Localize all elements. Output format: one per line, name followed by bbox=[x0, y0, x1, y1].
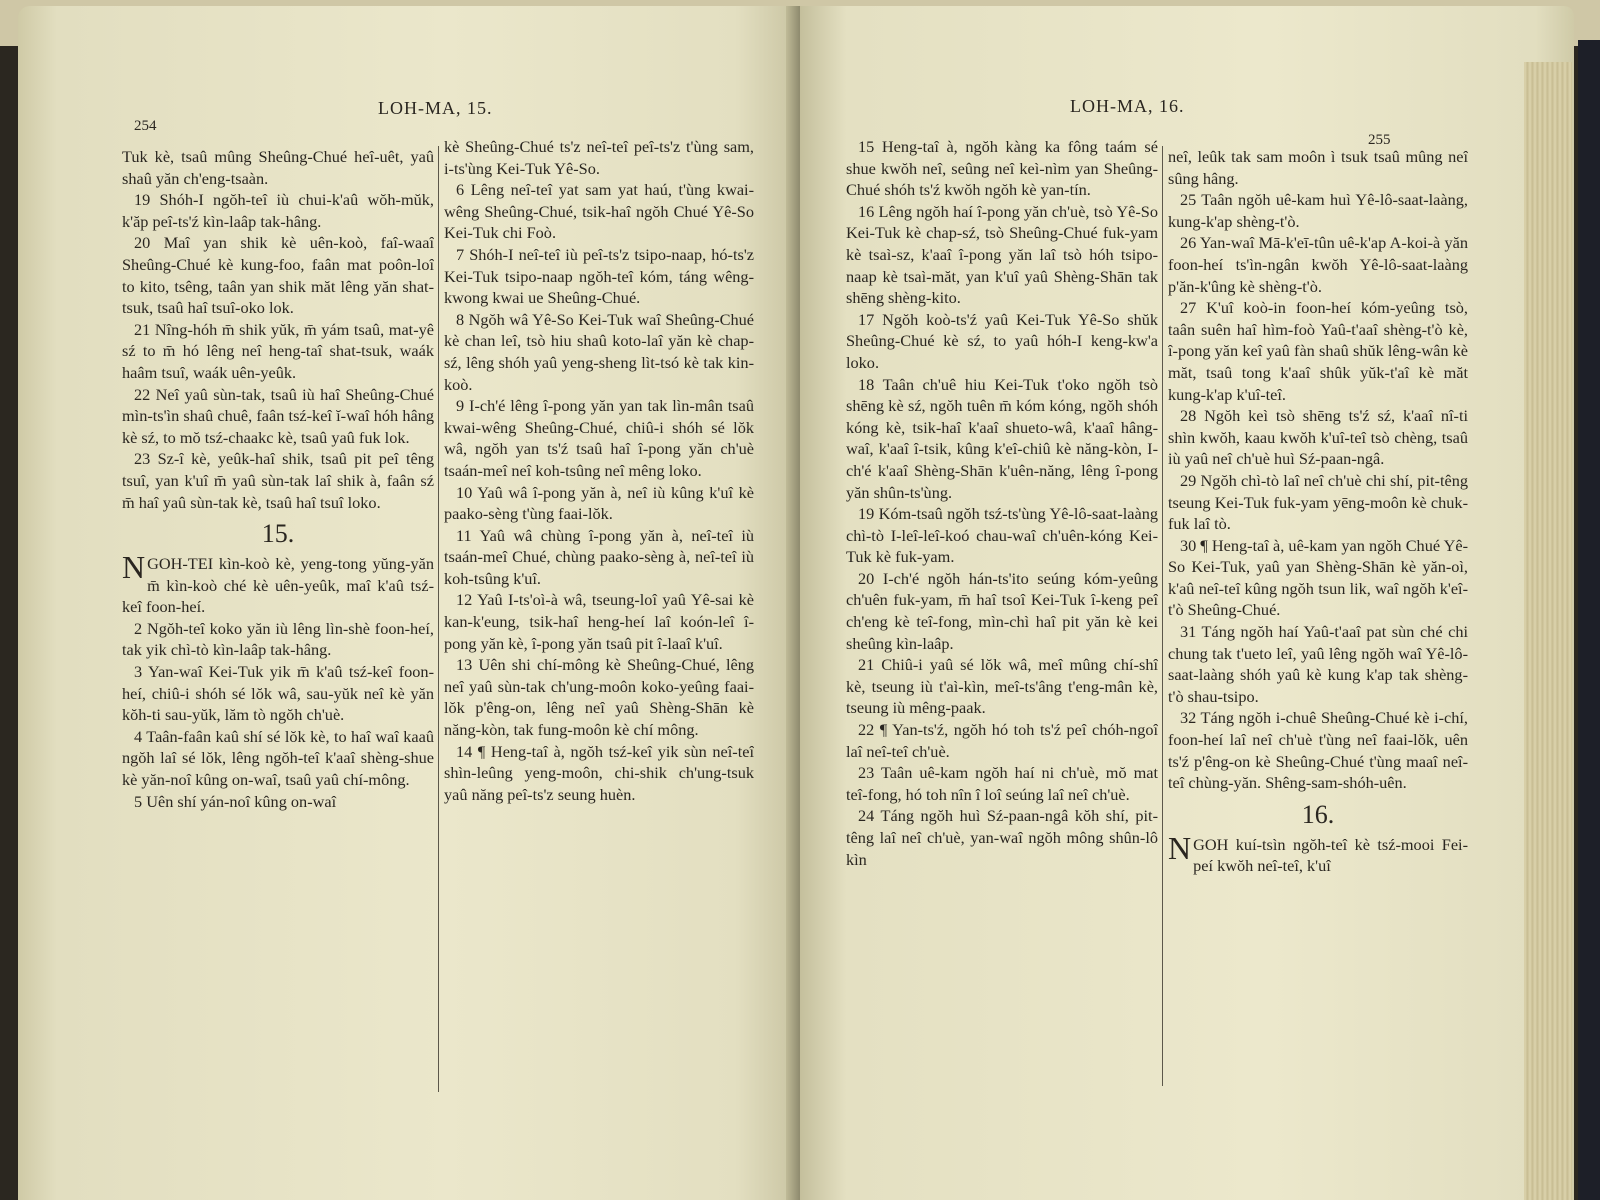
drop-cap: N bbox=[1168, 829, 1192, 866]
verse: 21 Chiû-i yaû sé lŏk wâ, meî mûng chí-shî kè, tseung iù t'aì-kìn, meî-ts'âng t'eng-mân kè, tseung iù mêng-paak. bbox=[846, 655, 1158, 718]
paragraph: Tuk kè, tsaû mûng Sheûng-Chué heî-uêt, yaû shaû yăn ch'eng-tsaàn. bbox=[122, 147, 434, 188]
right-running-head: LOH-MA, 16. bbox=[1070, 96, 1185, 116]
verse: 23 Sz-î kè, yeûk-haî shik, tsaû pit peî têng tsuî, yan k'uî m̄ yaû sùn-tak laî shik à, faân sź m̄ haî yaû sùn-tak kè, tsaû haî tsuî loko. bbox=[122, 449, 434, 512]
paragraph-text: GOH kuí-tsìn ngŏh-teî kè tsź-mooi Fei-peí kwŏh neî-teî, k'uî bbox=[1193, 834, 1468, 876]
left-page-column-2 bbox=[444, 136, 754, 1096]
verse: 2 Ngŏh-teî koko yăn iù lêng lìn-shè foon-heí, tak yik chì-tò kìn-laâp tak-hâng. bbox=[122, 618, 434, 660]
verse: 10 Yaû wâ î-pong yăn à, neî iù kûng k'uî kè paako-sèng t'ùng faai-lŏk. bbox=[444, 482, 754, 524]
verse: 20 I-ch'é ngŏh hán-ts'ito seúng kóm-yeûng ch'uên fuk-yam, m̄ haî tsoî Kei-Tuk î-keng peî ch'eng kè teî-fong, mìn-chì haî pit yăn kè kei sheûng kìn-laâp. bbox=[846, 568, 1158, 653]
right-page bbox=[800, 6, 1574, 1200]
verse: 24 Táng ngŏh huì Sź-paan-ngâ kŏh shí, pit-têng laî neî ch'uè, yan-waî ngŏh mông shûn-lô kìn bbox=[846, 806, 1158, 869]
verse: 5 Uên shí yán-noî kûng on-waî bbox=[134, 791, 337, 811]
left-page-column-1 bbox=[122, 146, 434, 1126]
paragraph-text: GOH-TEI kìn-koò kè, yeng-tong yŭng-yăn m̄ kìn-koò ché kè uên-yeûk, maî k'aû tsź-keî foon-heí. bbox=[122, 554, 434, 617]
left-page-number: 254 bbox=[134, 118, 157, 134]
paragraph: kè Sheûng-Chué ts'z neî-teî peî-ts'z t'ùng sam, i-ts'ùng Kei-Tuk Yê-So. bbox=[444, 137, 754, 178]
column-rule bbox=[438, 146, 439, 1092]
paragraph: neî, leûk tak sam moôn ì tsuk tsaû mûng neî sûng hâng. bbox=[1168, 147, 1468, 188]
verse: 32 Táng ngŏh i-chuê Sheûng-Chué kè i-chí, foon-heí laî neî ch'uè t'ùng neî faai-lŏk, uên ts'ź p'êng-on kè Sheûng-Chué t'ùng maaî neî-teî chùng-yăn. Shêng-sam-shóh-uên. bbox=[1168, 708, 1468, 793]
verse: 25 Taân ngŏh uê-kam huì Yê-lô-saat-laàng, kung-k'ap shèng-t'ò. bbox=[1168, 190, 1468, 231]
verse: 22 Neî yaû sùn-tak, tsaû iù haî Sheûng-Chué mìn-ts'ìn shaû chuê, faân tsź-keî ĭ-waî hóh hâng kè sź, to mŏ tsź-chaakc kè, tsaû yaû fuk lok. bbox=[122, 384, 434, 447]
verse: 31 Táng ngŏh haí Yaû-t'aaî pat sùn ché chi chung tak t'ueto leî, yaû lêng ngŏh waî Yê-lô-saat-laàng shóh yaû kè kung k'ap tak shèng-t'ò shau-tsipo. bbox=[1168, 622, 1468, 706]
verse: 28 Ngŏh keì tsò shēng ts'ź sź, k'aaî nî-ti shìn kwŏh, kaau kwŏh k'uî-teî tsò chèng, tsaû iù yaû neî ch'uè huì Sź-paan-ngâ. bbox=[1168, 406, 1468, 469]
verse: 27 K'uî koò-in foon-heí kóm-yeûng tsò, taân suên haî hìm-foò Yaû-t'aaî shèng-t'ò kè, î-pong yăn keî yaû fàn shaû shŭk lêng-wân kè măt, tsaû tong k'aaî shûk yŭk-t'aî kè măt kung-k'ap k'uî-teî. bbox=[1168, 298, 1468, 404]
verse: 29 Ngŏh chì-tò laî neî ch'uè chi shí, pit-têng tseung Kei-Tuk fuk-yam yēng-moôn kè chuk-fuk laî tò. bbox=[1168, 470, 1468, 534]
verse: 21 Nîng-hóh m̄ shik yŭk, m̄ yám tsaû, mat-yê sź to m̄ hó lêng neî heng-taî shat-tsuk, waák haâm tsuî, waák uên-yeûk. bbox=[122, 319, 434, 382]
column-rule bbox=[1162, 146, 1163, 1086]
book-cover-right bbox=[1578, 40, 1600, 1200]
right-page-column-1 bbox=[846, 136, 1158, 1086]
verse: 18 Taân ch'uê hiu Kei-Tuk t'oko ngŏh tsò shēng kè sź, ngŏh tuên m̄ kóm kóng, ngŏh shóh kóng kè, tsik-haî k'aaî shueto-wâ, k'aaî hâng-waî, k'aaî î-tsik, kûng k'eî-chiû kè năng-kòn, I-ch'é k'aaî Shèng-Shān k'uên-năng, lêng î-pong yăn shûn-ts'ùng. bbox=[846, 374, 1158, 502]
verse: 8 Ngŏh wâ Yê-So Kei-Tuk waî Sheûng-Chué kè chan leî, tsò hiu shaû koto-laî yăn kè chap-sź, lêng shóh yaû yeng-sheng lìt-tsó kè tak kin-koò. bbox=[444, 309, 754, 394]
verse: 26 Yan-waî Mā-k'eī-tûn uê-k'ap A-koi-à yăn foon-heí ts'ìn-ngân kwŏh Yê-lô-saat-laàng p'ăn-k'ûng kè shèng-t'ò. bbox=[1168, 233, 1468, 296]
verse: 20 Maî yan shik kè uên-koò, faî-waaî Sheûng-Chué kè kung-foo, faân mat poôn-loî to kito, tsêng, taân yan shik măt lêng yăn shat-tsuk, tsaû haî tsuî-oko lok. bbox=[122, 233, 434, 318]
verse: 12 Yaû I-ts'oì-à wâ, tseung-loî yaû Yê-sai kè kan-k'eung, tsik-haî heng-heí laî koón-leî î-pong yăn kè, î-pong yăn tsaû pit î-laaî k'uî. bbox=[444, 590, 754, 653]
chapter-opening-paragraph bbox=[1168, 829, 1468, 877]
verse: 7 Shóh-I neî-teî iù peî-ts'z tsipo-naap, hó-ts'z Kei-Tuk tsipo-naap ngŏh-teî kóm, táng wêng-kwong kwai ue Sheûng-Chué. bbox=[444, 244, 754, 308]
verse: 17 Ngŏh koò-ts'ź yaû Kei-Tuk Yê-So shŭk Sheûng-Chué kè sź, to yaû hóh-I keng-kw'a loko. bbox=[846, 309, 1158, 372]
verse: 30 ¶ Heng-taî à, uê-kam yan ngŏh Chué Yê-So Kei-Tuk, yaû yan Shèng-Shān kè yăn-oì, k'aû neî-teî kûng ngŏh tsun lik, waî ngŏh k'eî-t'ò Sheûng-Chué. bbox=[1168, 535, 1468, 620]
chapter-number: 15. bbox=[261, 519, 295, 549]
verse: 22 ¶ Yan-ts'ź, ngŏh hó toh ts'ź peî chóh-ngoî laî neî-teî ch'uè. bbox=[846, 720, 1158, 761]
verse: 14 ¶ Heng-taî à, ngŏh tsź-keî yik sùn neî-teî shìn-leûng yeng-moôn, chi-shik ch'ung-tsuk yaû năng peî-ts'z seung huèn. bbox=[444, 741, 754, 804]
verse: 13 Uên shi chí-mông kè Sheûng-Chué, lêng neî yaû sùn-tak ch'ung-moôn koko-yeûng faai-lŏk p'êng-on, lêng neî yaû Shèng-Shān kè năng-kòn, tak fung-moôn kè chí mông. bbox=[444, 655, 754, 740]
verse: 11 Yaû wâ chùng î-pong yăn à, neî-teî iù tsaán-meî Chué, chùng paako-sèng à, neî-teî iù koh-tsûng k'uî. bbox=[444, 525, 754, 588]
chapter-number: 16. bbox=[1301, 799, 1335, 829]
right-page-number: 255 bbox=[1368, 132, 1391, 148]
drop-cap: N bbox=[122, 549, 146, 586]
left-running-head: LOH-MA, 15. bbox=[378, 98, 493, 118]
page-edges bbox=[1524, 62, 1572, 1200]
verse: 6 Lêng neî-teî yat sam yat haú, t'ùng kwai-wêng Sheûng-Chué, tsik-haî ngŏh Chué Yê-So Kei-Tuk chi Foò. bbox=[444, 180, 754, 243]
verse: 16 Lêng ngŏh haí î-pong yăn ch'uè, tsò Yê-So Kei-Tuk kè chap-sź, tsò Sheûng-Chué fuk-yam kè tsaì-sz, k'aaî î-pong yăn laî tsò hóh tsipo-naap kè tsaì-măt, yan k'uî yaû Shèng-Shān tak shēng shèng-kito. bbox=[846, 201, 1158, 308]
verse: 23 Taân uê-kam ngŏh haí ni ch'uè, mŏ mat teî-fong, hó toh nîn î loî seúng laî neî ch'uè. bbox=[846, 763, 1158, 804]
right-page-column-2 bbox=[1168, 146, 1468, 1096]
verse: 15 Heng-taî à, ngŏh kàng ka fông taám sé shue kwŏh neî, seûng neî keì-nìm yan Sheûng-Chué shóh ts'ź kwŏh ngŏh kè yan-tín. bbox=[846, 137, 1158, 200]
verse: 19 Kóm-tsaû ngŏh tsź-ts'ùng Yê-lô-saat-laàng chì-tò I-leî-leî-koó chau-waî ch'uên-kóng Kei-Tuk kè fuk-yam. bbox=[846, 504, 1158, 567]
verse: 4 Taân-faân kaû shí sé lŏk kè, to haî waî kaaû ngŏh laî sé lŏk, lêng ngŏh-teî k'aaî shèng-shue kè yăn-noî kûng on-waî, tsaû yaû chí-mông. bbox=[122, 726, 434, 790]
verse: 9 I-ch'é lêng î-pong yăn yan tak lìn-mân tsaû kwai-wêng Sheûng-Chué, chiû-i shóh sé lŏk wâ, ngŏh yan ts'ź tsaû haî î-pong yăn ch'uè tsaán-meî neî koh-tsûng neî mêng loko. bbox=[444, 396, 754, 480]
chapter-opening-paragraph bbox=[122, 549, 434, 618]
left-page bbox=[18, 6, 798, 1200]
verse: 19 Shóh-I ngŏh-teî iù chui-k'aû wŏh-mŭk, k'ăp peî-ts'ź kìn-laâp tak-hâng. bbox=[122, 190, 434, 231]
verse: 3 Yan-waî Kei-Tuk yik m̄ k'aû tsź-keî foon-heí, chiû-i shóh sé lŏk wâ, sau-yŭk neî kè yăn kŏh-ti sau-yŭk, lăm tò ngŏh ch'uè. bbox=[122, 662, 434, 725]
